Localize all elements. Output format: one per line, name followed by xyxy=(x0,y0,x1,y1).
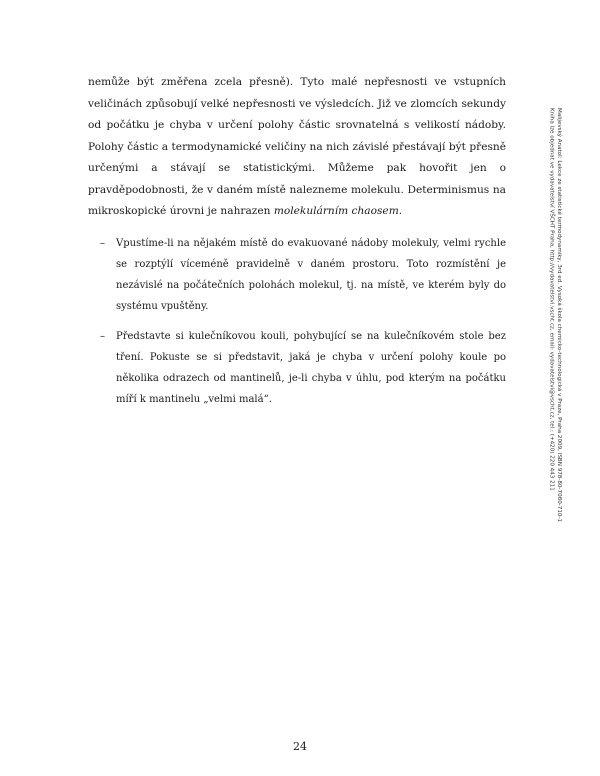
italic-term: molekulárním chaosem xyxy=(273,205,399,217)
list-item xyxy=(88,233,506,317)
copyright-side-note xyxy=(538,108,562,628)
list-item-text: Představte si kulečníkovou kouli, pohybující se na kulečníkovém stole bez tření. Pokuste se si představit, jaká je chyba v určení polohy koule po několika odrazech od mantinelů, je-li chyba v úhlu, pod kterým na počátku míří k mantinelu „velmi malá“. xyxy=(116,330,506,405)
list-item xyxy=(88,326,506,410)
side-note-line-1: Malijevský Anatol: Lekce ze statistické termodynamiky, 3rd ed. Vysoká škola chemicko-technologická v Praze, Praha 2009, ISBN 978-80-7080-710-1 xyxy=(556,108,562,523)
body-paragraph xyxy=(88,72,506,223)
paragraph-text: nemůže být změřena zcela přesně). Tyto malé nepřesnosti ve vstupních veličinách způsobují velké nepřesnosti ve výsledcích. Již ve zlomcích sekundy od počátku je chyba v určení polohy částic srovnatelná s velikostí nádoby. Polohy částic a termodynamické veličiny na nich závislé přestávají být přesně určenými a stávají se statistickými. Můžeme pak hovořit jen o pravděpodobnosti, že v daném místě nalezneme molekulu. Determinismus na mikroskopické úrovni je nahrazen xyxy=(88,76,506,217)
dash-marker: – xyxy=(100,237,105,249)
list-item-text: Vpustíme-li na nějakém místě do evakuované nádoby molekuly, velmi rychle se rozptýlí víceméně pravidelně v daném prostoru. Toto rozmístění je nezávislé na počátečních polohách molekul, tj. na místě, ve kterém byly do systému vpuštěny. xyxy=(116,237,506,312)
bullet-list xyxy=(88,233,506,410)
main-text xyxy=(88,72,506,419)
side-note-line-2: Kniha lze objednat ve vydavatelství VŠCHT Praha, http://vydavatelstvi.vscht.cz, email: vydavatelstvi@vscht.cz, tel.: (+420) 220 443 211 xyxy=(548,108,555,491)
dash-marker: – xyxy=(100,330,105,342)
page-number: 24 xyxy=(293,740,307,753)
paragraph-end: . xyxy=(398,205,403,217)
